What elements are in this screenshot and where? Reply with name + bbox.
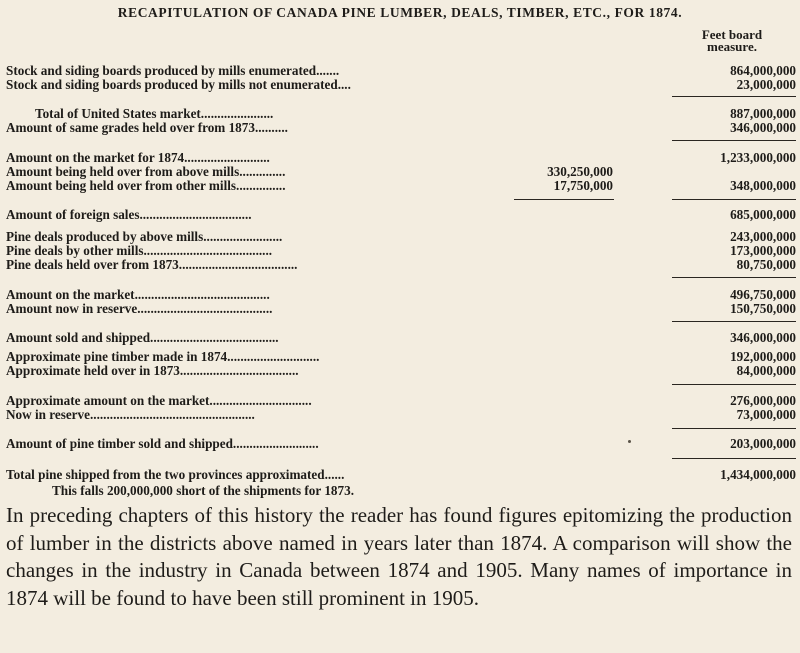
table-row (6, 288, 796, 302)
table-row (6, 302, 796, 316)
table-row (6, 258, 796, 272)
table-row (6, 179, 796, 193)
row-label: Amount being held over from other mills............... (6, 178, 286, 193)
row-label: Stock and siding boards produced by mills not enumerated.... (6, 77, 351, 92)
table-row (6, 208, 796, 222)
row-label: Pine deals held over from 1873.................................... (6, 257, 298, 272)
row-label: Amount on the market for 1874.......................... (6, 150, 270, 165)
row-label: Amount now in reserve......................................... (6, 301, 273, 316)
table-title: RECAPITULATION OF CANADA PINE LUMBER, DEALS, TIMBER, ETC., FOR 1874. (117, 5, 683, 20)
table-row (6, 408, 796, 422)
row-label: Amount of same grades held over from 1873.......... (6, 120, 288, 135)
row-value: 173,000,000 (730, 243, 796, 258)
row-label: Amount on the market......................................... (6, 287, 270, 302)
table-row (6, 394, 796, 408)
row-value: 276,000,000 (730, 393, 796, 408)
row-value: 1,434,000,000 (720, 467, 796, 482)
table-row (6, 64, 796, 78)
table-row (6, 165, 796, 179)
row-label: Amount being held over from above mills.............. (6, 164, 286, 179)
row-label: Pine deals by other mills....................................... (6, 243, 273, 258)
table-row (6, 331, 796, 345)
row-value: 73,000,000 (736, 407, 796, 422)
row-value: 23,000,000 (736, 77, 796, 92)
row-value: 685,000,000 (730, 207, 796, 222)
row-value: 1,233,000,000 (720, 150, 796, 165)
row-label: Stock and siding boards produced by mills enumerated....... (6, 63, 340, 78)
table-row (6, 78, 796, 92)
sum-rule (672, 428, 796, 429)
row-label: Pine deals produced by above mills........................ (6, 229, 283, 244)
row-subvalue: 330,250,000 (547, 164, 613, 179)
row-label: Amount of foreign sales.................................. (6, 207, 252, 222)
sum-rule (672, 321, 796, 322)
column-header (668, 29, 796, 53)
table-row (6, 107, 796, 121)
row-label: Now in reserve.................................................. (6, 407, 255, 422)
body-paragraph: In preceding chapters of this history the reader has found figures epitomizing the production of lumber in the districts above named in years later than 1874. A comparison will show the changes in the industry in Canada between 1874 and 1905. Many names of importance in 1874 will be found to have been still prominent in 1905. (6, 503, 792, 610)
table-note: This falls 200,000,000 short of the shipments for 1873. (52, 483, 354, 498)
row-value: 348,000,000 (730, 178, 796, 193)
sum-rule (672, 140, 796, 141)
row-label: Total pine shipped from the two provinces approximated...... (6, 467, 345, 482)
table-row (6, 350, 796, 364)
row-value: 192,000,000 (730, 349, 796, 364)
sum-rule (672, 277, 796, 278)
row-label: Amount sold and shipped....................................... (6, 330, 279, 345)
table-row (6, 151, 796, 165)
sum-rule (672, 96, 796, 97)
column-header-line-1: Feet board (701, 27, 763, 42)
row-value: 243,000,000 (730, 229, 796, 244)
row-value: 203,000,000 (730, 436, 796, 451)
row-label: Total of United States market...................... (35, 106, 274, 121)
row-label: Amount of pine timber sold and shipped.......................... (6, 436, 319, 451)
row-label: Approximate amount on the market............................... (6, 393, 312, 408)
table-row (6, 468, 796, 482)
table-row (6, 230, 796, 244)
row-value: 887,000,000 (730, 106, 796, 121)
column-header-line-2: measure. (707, 39, 757, 54)
sub-rule (514, 199, 614, 200)
table-row (6, 244, 796, 258)
row-label: Approximate pine timber made in 1874............................ (6, 349, 320, 364)
sum-rule (672, 384, 796, 385)
row-value: 80,750,000 (736, 257, 796, 272)
row-value: 346,000,000 (730, 120, 796, 135)
speck (628, 440, 631, 443)
row-value: 864,000,000 (730, 63, 796, 78)
sum-rule (672, 199, 796, 200)
row-value: 496,750,000 (730, 287, 796, 302)
table-row (6, 364, 796, 378)
table-row (6, 437, 796, 451)
sum-rule (672, 458, 796, 459)
row-value: 84,000,000 (736, 363, 796, 378)
table-row (6, 121, 796, 135)
row-value: 150,750,000 (730, 301, 796, 316)
row-value: 346,000,000 (730, 330, 796, 345)
row-label: Approximate held over in 1873.................................... (6, 363, 299, 378)
row-subvalue: 17,750,000 (553, 178, 613, 193)
